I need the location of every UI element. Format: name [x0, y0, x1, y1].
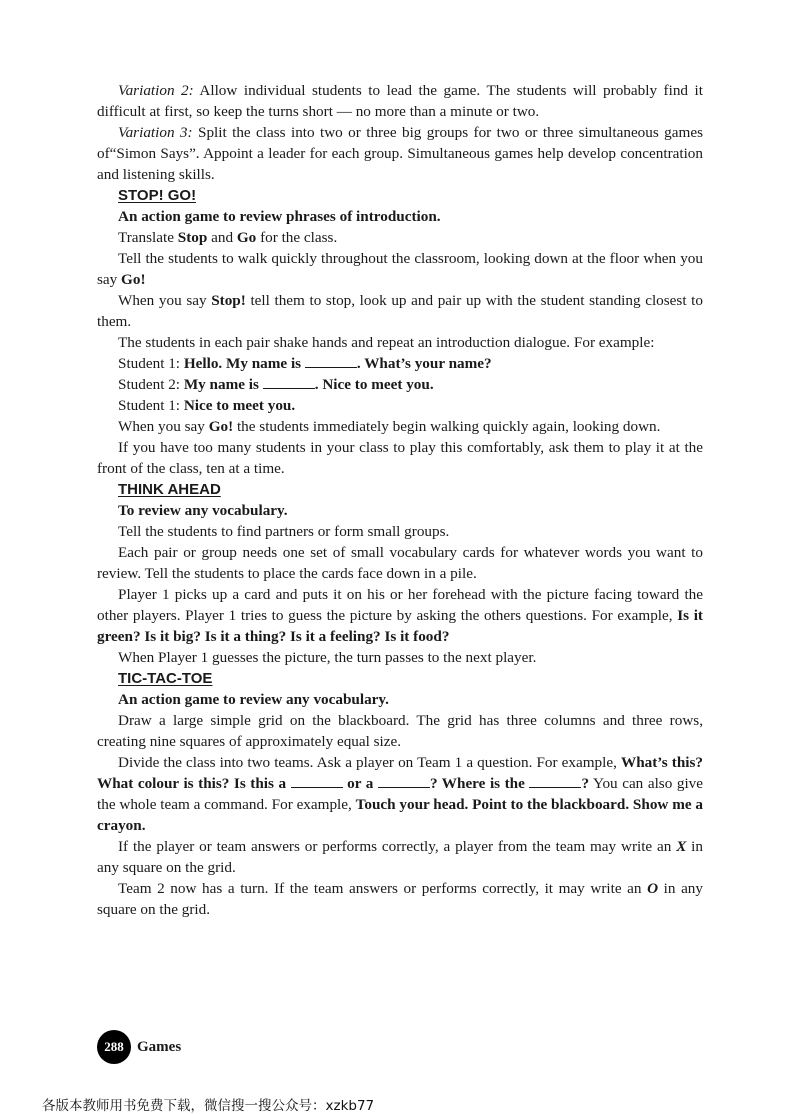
section-name: Games: [137, 1038, 182, 1055]
think-ahead-p1: Tell the students to find partners or form small groups.: [118, 523, 450, 540]
stop-go-p4: The students in each pair shake hands and repeat an introduction dialogue. For example:: [118, 334, 655, 351]
fill-blank: [263, 376, 315, 389]
think-ahead-heading: THINK AHEAD: [118, 481, 221, 498]
fill-blank: [529, 775, 581, 788]
tic-tac-toe-p1: Draw a large simple grid on the blackboard. The grid has three columns and three rows, creating nine squares of approximately equal size.: [97, 712, 703, 750]
page-body: [97, 80, 703, 920]
stop-go-subtitle: An action game to review phrases of introduction.: [118, 208, 441, 225]
variation-2-paragraph: Variation 2: Allow individual students to lead the game. The students will probably find it difficult at first, so keep the turns short — no more than a minute or two.: [97, 82, 703, 120]
stop-go-p3: When you say Stop! tell them to stop, look up and pair up with the student standing closest to them.: [97, 292, 703, 330]
stop-go-p2: Tell the students to walk quickly throughout the classroom, looking down at the floor when you say Go!: [97, 250, 703, 288]
stop-go-p6: If you have too many students in your class to play this comfortably, ask them to play it at the front of the class, ten at a time.: [97, 439, 703, 477]
tic-tac-toe-subtitle: An action game to review any vocabulary.: [118, 691, 389, 708]
think-ahead-subtitle: To review any vocabulary.: [118, 502, 288, 519]
think-ahead-p2: Each pair or group needs one set of small vocabulary cards for whatever words you want to review. Tell the students to place the cards face down in a pile.: [97, 544, 703, 582]
think-ahead-p4: When Player 1 guesses the picture, the turn passes to the next player.: [118, 649, 537, 666]
fill-blank: [305, 355, 357, 368]
tic-tac-toe-p2: Divide the class into two teams. Ask a player on Team 1 a question. For example, What’s this?What colour is this? Is this a or a ? Where is the ? You can also give the whole team a command. For example, Touch your head. Point to the blackboard. Show me a crayon.: [97, 754, 703, 834]
stop-go-heading: STOP! GO!: [118, 187, 197, 204]
fill-blank: [378, 775, 430, 788]
dialogue-line-3: Student 1: Nice to meet you.: [118, 397, 296, 414]
tic-tac-toe-heading: TIC-TAC-TOE: [118, 670, 213, 687]
tic-tac-toe-p3: If the player or team answers or performs correctly, a player from the team may write an X in any square on the grid.: [97, 838, 703, 876]
fill-blank: [291, 775, 343, 788]
think-ahead-p3: Player 1 picks up a card and puts it on his or her forehead with the picture facing toward the other players. Player 1 tries to guess the picture by asking the others questions. For example, Is it green? Is it big? Is it a thing? Is it a feeling? Is it food?: [97, 586, 703, 645]
stop-go-p5: When you say Go! the students immediately begin walking quickly again, looking down.: [118, 418, 661, 435]
page-number-badge: 288: [97, 1030, 131, 1064]
watermark-text: 各版本教师用书免费下载，微信搜一搜公众号：xzkb77: [42, 1098, 375, 1114]
dialogue-line-1: Student 1: Hello. My name is . What’s your name?: [118, 355, 492, 372]
variation-3-paragraph: Variation 3: Split the class into two or three big groups for two or three simultaneous games of“Simon Says”. Appoint a leader for each group. Simultaneous games help develop concentration and listening skills.: [97, 124, 703, 183]
dialogue-line-2: Student 2: My name is . Nice to meet you.: [118, 376, 434, 393]
tic-tac-toe-p4: Team 2 now has a turn. If the team answers or performs correctly, it may write an O in any square on the grid.: [97, 880, 703, 918]
stop-go-p1: Translate Stop and Go for the class.: [118, 229, 338, 246]
page-footer: [97, 1030, 181, 1064]
